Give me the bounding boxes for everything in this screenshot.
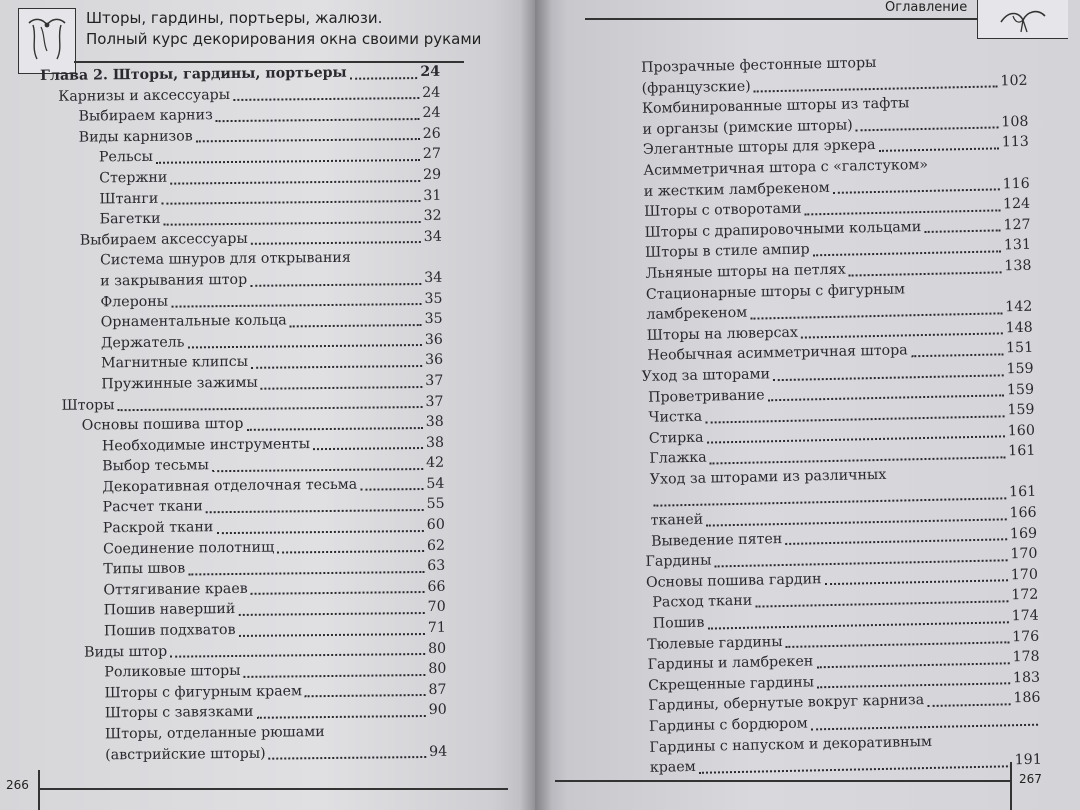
dot-leader <box>251 241 421 245</box>
toc-entry-title: Гардины с бордюром <box>648 715 808 735</box>
toc-entry-page: 102 <box>1000 72 1028 89</box>
toc-entry-title: Рельсы <box>98 149 153 166</box>
toc-entry-title: Необычная асимметричная штора <box>647 342 908 365</box>
dot-leader <box>216 118 420 122</box>
dot-leader <box>239 633 425 637</box>
dot-leader <box>856 127 999 132</box>
dot-leader <box>816 662 1009 668</box>
toc-entry-page: 166 <box>1009 504 1037 522</box>
toc-entry-title: Виды карнизов <box>78 128 193 146</box>
toc-entry-title: Глава 2. Шторы, гардины, портьеры <box>40 64 347 84</box>
toc-entry-title: Типы швов <box>103 560 186 578</box>
toc-entry-page: 42 <box>426 455 445 472</box>
dot-leader <box>290 324 422 327</box>
page-number: 267 <box>1019 772 1042 786</box>
toc-entry-title: Проветривание <box>647 386 765 406</box>
toc-entry-page: 94 <box>429 743 448 760</box>
dot-leader <box>813 250 1001 256</box>
dot-leader <box>118 406 423 411</box>
toc-entry-title: Пошив наверший <box>103 601 236 619</box>
toc-entry-page: 108 <box>1001 113 1029 131</box>
toc-entry-title: Выведение пятен <box>650 530 783 550</box>
dot-leader <box>833 189 1000 194</box>
toc-entry-title-line: Система шнуров для открывания <box>99 250 351 269</box>
toc-entry-page: 176 <box>1011 628 1040 645</box>
dot-leader <box>170 180 420 185</box>
toc-entry-title: Уход за шторами <box>641 366 771 385</box>
dot-leader <box>188 571 424 575</box>
toc-entry <box>649 729 1042 778</box>
right-page <box>535 0 1080 810</box>
footer-rule <box>38 770 40 810</box>
dot-leader <box>196 138 420 142</box>
toc-entry-page: 80 <box>427 640 447 657</box>
toc-entry-page: 34 <box>424 269 443 286</box>
dot-leader <box>216 530 423 534</box>
toc-left-list <box>40 62 447 766</box>
dot-leader <box>171 303 421 308</box>
dot-leader <box>825 580 1008 586</box>
toc-entry-title: Льняные шторы на петлях <box>645 261 846 282</box>
toc-entry-page: 32 <box>423 207 442 225</box>
toc-entry-page: 35 <box>424 290 443 307</box>
toc-entry-page: 37 <box>425 372 444 389</box>
dot-leader <box>360 488 423 491</box>
dot-leader <box>161 200 420 205</box>
toc-entry-page: 62 <box>426 537 446 554</box>
toc-entry-page: 148 <box>1005 319 1033 337</box>
dot-leader <box>911 353 1003 357</box>
toc-entry-title: и закрывания штор <box>100 271 248 290</box>
toc-entry-title: Магнитные клипсы <box>101 354 249 372</box>
dot-leader <box>817 683 1010 689</box>
dot-leader <box>879 147 999 152</box>
toc-entry-page: 138 <box>1004 257 1032 275</box>
toc-entry-page: 159 <box>1006 360 1034 378</box>
toc-entry-page: 71 <box>427 619 446 637</box>
section-title: Оглавление <box>885 0 968 15</box>
toc-entry <box>47 721 447 766</box>
dot-leader <box>233 97 419 101</box>
dot-leader <box>801 333 1003 339</box>
toc-entry-page: 186 <box>1013 690 1041 707</box>
toc-entry-title: Пошив подхватов <box>103 622 236 640</box>
toc-entry-title: Необходимые инструменты <box>101 435 311 455</box>
toc-entry-title: Декоративная отделочная тесьма <box>102 476 358 496</box>
toc-entry-title: Чистка <box>648 408 703 426</box>
toc-entry-page: 124 <box>1002 195 1031 213</box>
toc-entry-page: 36 <box>424 352 444 369</box>
toc-entry-title: Основы пошива гардин <box>645 571 822 591</box>
toc-entry-title: Элегантные шторы для эркера <box>642 137 876 159</box>
curtain-emblem-icon <box>18 8 76 74</box>
toc-entry-title: Глажка <box>649 449 707 468</box>
dot-leader <box>805 209 1001 215</box>
toc-entry-title: Оттягивание краев <box>103 580 248 599</box>
dot-leader <box>251 365 422 369</box>
toc-entry-title-line: Гардины с напуском и декоративным <box>649 733 933 756</box>
toc-entry-title: Расход ткани <box>652 593 753 612</box>
toc-entry-title-line: Прозрачные фестонные шторы <box>641 54 877 76</box>
dot-leader <box>261 386 422 390</box>
dot-leader <box>849 271 1002 276</box>
toc-entry-title: Штанги <box>99 190 159 207</box>
dot-leader <box>350 77 418 80</box>
toc-entry-title: Выбор тесьмы <box>102 457 209 475</box>
toc-entry-page: 174 <box>1011 607 1039 625</box>
footer-rule <box>555 780 1010 782</box>
toc-entry-title: Выбираем карниз <box>78 107 213 125</box>
toc-entry-title: и органзы (римские шторы) <box>642 117 853 138</box>
dot-leader <box>699 765 1012 774</box>
toc-entry-title: Пружинные зажимы <box>101 374 258 393</box>
toc-entry-page: 55 <box>426 496 445 513</box>
toc-entry-page: 183 <box>1012 669 1041 687</box>
header-rule <box>585 18 977 20</box>
bird-emblem-icon <box>977 0 1068 39</box>
dot-leader <box>305 694 425 697</box>
toc-entry-title: Шторы с драпировочными кольцами <box>644 218 922 241</box>
toc-entry-page: 113 <box>1001 134 1030 151</box>
toc-entry-title: Раскрой ткани <box>102 519 214 537</box>
toc-entry-title: Расчет ткани <box>102 498 203 516</box>
toc-entry-title-line: Комбинированные шторы из тафты <box>641 95 910 118</box>
toc-entry-page: 161 <box>1008 442 1036 460</box>
toc-entry-page: 159 <box>1007 401 1035 419</box>
toc-entry-title: Стержни <box>99 169 168 187</box>
toc-entry-title: Орнаментальные кольца <box>100 312 287 331</box>
dot-leader <box>250 283 421 287</box>
toc-entry-page: 37 <box>425 393 444 410</box>
toc-entry-title: тканей <box>650 511 704 529</box>
toc-entry-page: 160 <box>1007 422 1036 439</box>
page-number: 266 <box>6 778 29 792</box>
toc-entry-title: ламбрекеном <box>646 304 748 323</box>
toc-entry-title: Гардины <box>645 552 712 571</box>
toc-entry-title: Соединение полотнищ <box>102 539 275 558</box>
dot-leader <box>206 509 424 513</box>
toc-entry-page: 161 <box>1008 484 1037 501</box>
toc-entry-title: Пошив <box>652 614 705 632</box>
toc-entry-title: Багетки <box>99 210 161 228</box>
toc-entry-title: Выбираем аксессуары <box>79 230 248 249</box>
toc-entry <box>42 247 442 292</box>
toc-entry-title: (австрийские шторы) <box>105 745 266 763</box>
toc-entry-title: Шторы <box>61 396 115 414</box>
toc-entry-title: Карнизы и аксессуары <box>58 86 231 105</box>
toc-entry-page: 127 <box>1003 216 1031 234</box>
dot-leader <box>256 715 425 719</box>
dot-leader <box>238 612 424 616</box>
toc-entry-title: Скрещенные гардины <box>647 674 815 694</box>
dot-leader <box>244 674 426 678</box>
toc-entry-title: (французские) <box>641 78 751 97</box>
dot-leader <box>786 642 1010 649</box>
toc-entry-title: Шторы с фигурным краем <box>104 683 303 702</box>
toc-entry-title-line: Шторы, отделанные рюшами <box>104 724 325 743</box>
dot-leader <box>785 539 1007 546</box>
toc-entry-page: 170 <box>1010 545 1038 563</box>
toc-entry-page: 24 <box>422 104 441 122</box>
toc-entry-title: Флероны <box>100 293 169 310</box>
toc-entry-page: 34 <box>423 228 442 245</box>
toc-entry-title: Держатель <box>100 334 185 352</box>
toc-entry-page: 131 <box>1003 237 1032 254</box>
toc-entry-title: Роликовые шторы <box>104 663 241 681</box>
toc-entry-page: 169 <box>1009 525 1038 542</box>
toc-entry-title: Основы пошива штор <box>81 415 244 434</box>
toc-entry-page: 24 <box>420 63 441 81</box>
toc-entry-title: Стирка <box>648 429 704 447</box>
toc-entry-page: 24 <box>422 84 441 101</box>
toc-entry-title-line: Асимметричная штора с «галстуком» <box>643 156 929 179</box>
dot-leader <box>170 653 425 658</box>
toc-entry-page: 26 <box>422 125 441 142</box>
toc-entry-title: Гардины и ламбрекен <box>647 653 814 674</box>
dot-leader <box>251 591 425 595</box>
toc-entry-title: Тюлевые гардины <box>647 633 783 653</box>
toc-entry-page: 66 <box>427 578 446 595</box>
left-page <box>0 0 535 810</box>
dot-leader <box>212 468 423 472</box>
toc-entry-page: 142 <box>1005 298 1033 316</box>
toc-entry-page: 90 <box>428 702 447 719</box>
footer-rule <box>38 788 508 790</box>
toc-entry-page: 36 <box>424 331 443 348</box>
toc-entry-page: 31 <box>423 187 442 204</box>
toc-entry-page: 27 <box>422 146 442 163</box>
dot-leader <box>269 756 427 760</box>
toc-entry-title: краем <box>649 759 696 777</box>
toc-entry-page: 191 <box>1014 751 1042 769</box>
book-title: Шторы, гардины, портьеры, жалюзи. Полный курс декорирования окна своими руками <box>86 9 482 48</box>
dot-leader <box>156 159 420 164</box>
toc-entry-page: 170 <box>1010 566 1039 584</box>
toc-entry-page: 70 <box>427 599 446 616</box>
toc-entry-title: Шторы в стиле ампир <box>644 241 810 262</box>
toc-entry-page: 38 <box>425 413 444 431</box>
toc-entry-title-line: Уход за шторами из различных <box>649 466 887 488</box>
toc-entry-page: 172 <box>1011 587 1039 604</box>
dot-leader <box>924 230 1000 234</box>
toc-entry-title: Гардины, обернутые вокруг карниза <box>648 692 925 715</box>
toc-entry-page: 178 <box>1012 648 1040 666</box>
toc-entry-title: Виды штор <box>84 643 168 661</box>
toc-entry-page: 29 <box>423 166 442 183</box>
toc-entry-page: 54 <box>426 475 445 492</box>
dot-leader <box>187 344 421 348</box>
footer-rule <box>1010 762 1012 810</box>
dot-leader <box>164 221 421 226</box>
toc-entry-page: 38 <box>425 434 445 451</box>
toc-entry-title: Шторы с завязками <box>104 704 254 722</box>
toc-right-list <box>635 50 1042 779</box>
dot-leader <box>277 550 424 554</box>
dot-leader <box>246 427 422 431</box>
toc-entry-page: 60 <box>426 516 445 534</box>
toc-entry-title: Шторы на люверсах <box>646 324 799 344</box>
toc-entry-page: 80 <box>428 660 447 678</box>
toc-entry-page: 63 <box>427 558 446 575</box>
dot-leader <box>927 703 1010 707</box>
toc-entry-page: 35 <box>424 310 443 328</box>
toc-entry-title: и жестким ламбрекеном <box>643 179 830 200</box>
dot-leader <box>313 447 423 450</box>
toc-entry-page: 116 <box>1002 175 1030 192</box>
toc-entry-title-line: Стационарные шторы с фигурным <box>645 280 906 303</box>
toc-entry-page: 159 <box>1006 381 1035 398</box>
toc-entry-title: Шторы с отворотами <box>644 200 802 220</box>
toc-entry-page: 87 <box>428 681 447 698</box>
toc-entry-page: 151 <box>1005 340 1034 357</box>
